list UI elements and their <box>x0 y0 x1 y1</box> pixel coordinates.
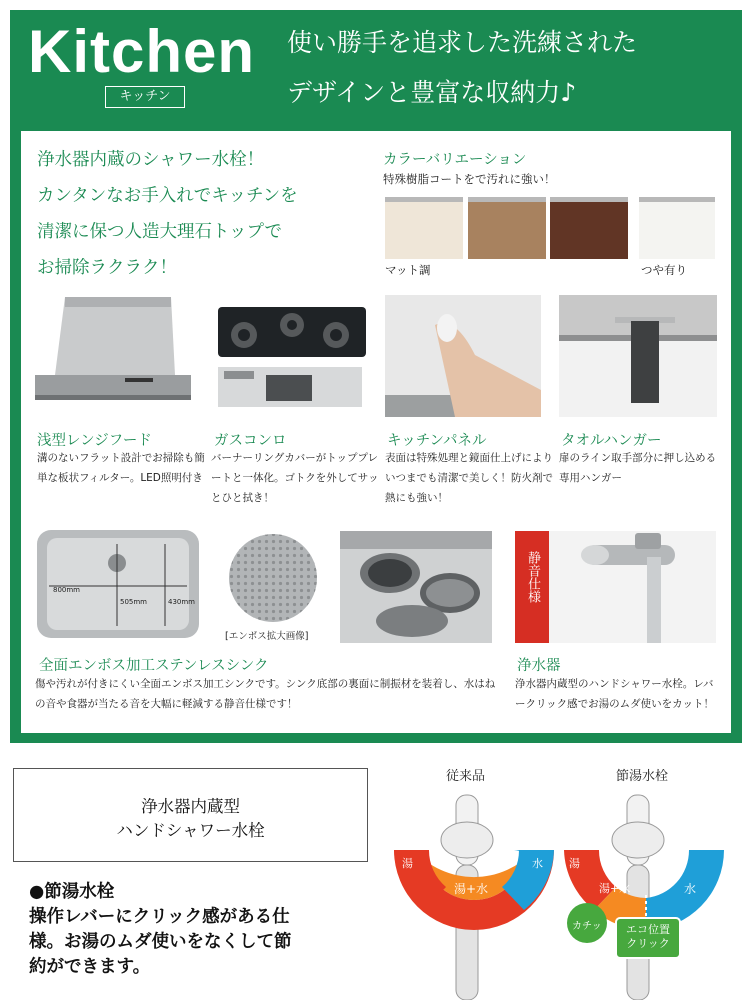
gas-stove-title: ガスコンロ <box>214 433 287 449</box>
swatch-white-gloss <box>639 197 715 259</box>
mix-label-right: 湯+水 <box>599 882 631 895</box>
click-label: カチッ <box>572 921 602 932</box>
faucet-title: 浄水器 <box>517 658 561 674</box>
gas-stove-image <box>214 301 370 411</box>
intro-line: 浄水器内蔵のシャワー水栓！ <box>37 150 265 170</box>
emboss-caption: [エンボス拡大画像] <box>225 631 309 642</box>
range-hood-image <box>35 295 191 420</box>
page-subtitle: キッチン <box>105 86 185 108</box>
comparison-right-label: 節湯水栓 <box>616 769 669 784</box>
range-hood-desc: 溝のないフラット設計でお掃除も簡単な板状フィルター。LED照明付き <box>37 452 205 484</box>
quiet-spec-badge <box>515 531 549 643</box>
quiet-spec-badge-text: 静音仕様 <box>525 551 540 603</box>
page-title: Kitchen <box>28 18 256 85</box>
sink-title: 全面エンボス加工ステンレスシンク <box>39 658 269 674</box>
water-label-left: 水 <box>532 857 543 870</box>
sink-dim-depth: 505mm <box>120 598 147 606</box>
drain-image <box>340 531 492 643</box>
towel-hanger-title: タオルハンガー <box>561 433 662 449</box>
intro-line: 清潔に保つ人造大理石トップで <box>37 222 282 242</box>
eco-label-line-2: クリック <box>626 937 670 950</box>
eco-label-line-1: エコ位置 <box>626 923 670 936</box>
kitchen-panel-desc: 表面は特殊処理と鏡面仕上げによりいつまでも清潔で美しく！防火剤で熱にも強い！ <box>385 452 553 504</box>
sink-desc: 傷や汚れが付きにくい全面エンボス加工シンクです。シンク底部の裏面に制振材を装着し、水はねの音や食器が当たる音を大幅に軽減する静音仕様です！ <box>35 678 496 710</box>
content-panel <box>21 131 731 733</box>
color-variation-title: カラーバリエーション <box>383 152 527 168</box>
swatch-cream <box>385 197 463 259</box>
eco-position-label <box>618 923 678 951</box>
product-name-line-1: 浄水器内蔵型 <box>141 797 240 816</box>
intro-line: カンタンなお手入れでキッチンを <box>37 186 298 206</box>
emboss-closeup-image <box>221 531 331 625</box>
tagline-line-1: 使い勝手を追求した洗練された <box>287 28 638 57</box>
sink-diagram <box>35 528 201 640</box>
sink-dim-width: 800mm <box>53 586 80 594</box>
note-heading: ●節湯水栓 <box>29 882 115 902</box>
kitchen-panel-image <box>385 295 541 417</box>
mix-label-left: 湯+水 <box>454 882 489 896</box>
note-line: 様。お湯のムダ使いをなくして節 <box>29 932 292 952</box>
product-name-line-2: ハンドシャワー水栓 <box>116 821 265 840</box>
swatch-dark-wood <box>550 197 628 259</box>
faucet-desc: 浄水器内蔵型のハンドシャワー水栓。レバークリック感でお湯のムダ使いをカット！ <box>515 678 714 710</box>
gas-stove-desc: バーナーリングカバーがトッププレートと一体化。ゴトクを外してサッとひと拭き！ <box>211 452 379 504</box>
intro-line: お掃除ラクラク！ <box>37 258 177 278</box>
note-line: 約ができます。 <box>29 957 151 977</box>
towel-hanger-image <box>559 295 717 417</box>
color-variation-subtitle: 特殊樹脂コートをで汚れに強い！ <box>383 172 556 186</box>
label-matte: マット調 <box>385 263 431 277</box>
hot-label-left: 湯 <box>402 857 413 870</box>
faucet-comparison <box>384 755 754 1000</box>
comparison-left-label: 従来品 <box>446 769 486 784</box>
towel-hanger-desc: 扉のライン取手部分に押し込める専用ハンガー <box>559 452 717 484</box>
note-line: 操作レバーにクリック感がある仕 <box>29 907 290 927</box>
product-name-box <box>13 768 368 862</box>
sink-dim-height: 430mm <box>168 598 195 606</box>
water-label-right: 水 <box>684 882 697 896</box>
tagline-line-2: デザインと豊富な収納力♪ <box>287 78 577 107</box>
kitchen-panel-title: キッチンパネル <box>387 433 487 449</box>
range-hood-title: 浅型レンジフード <box>37 433 152 449</box>
hot-label-right: 湯 <box>569 857 580 870</box>
swatch-light-wood <box>468 197 546 259</box>
comparison-diagram <box>384 755 754 1000</box>
label-gloss: つや有り <box>641 263 687 277</box>
